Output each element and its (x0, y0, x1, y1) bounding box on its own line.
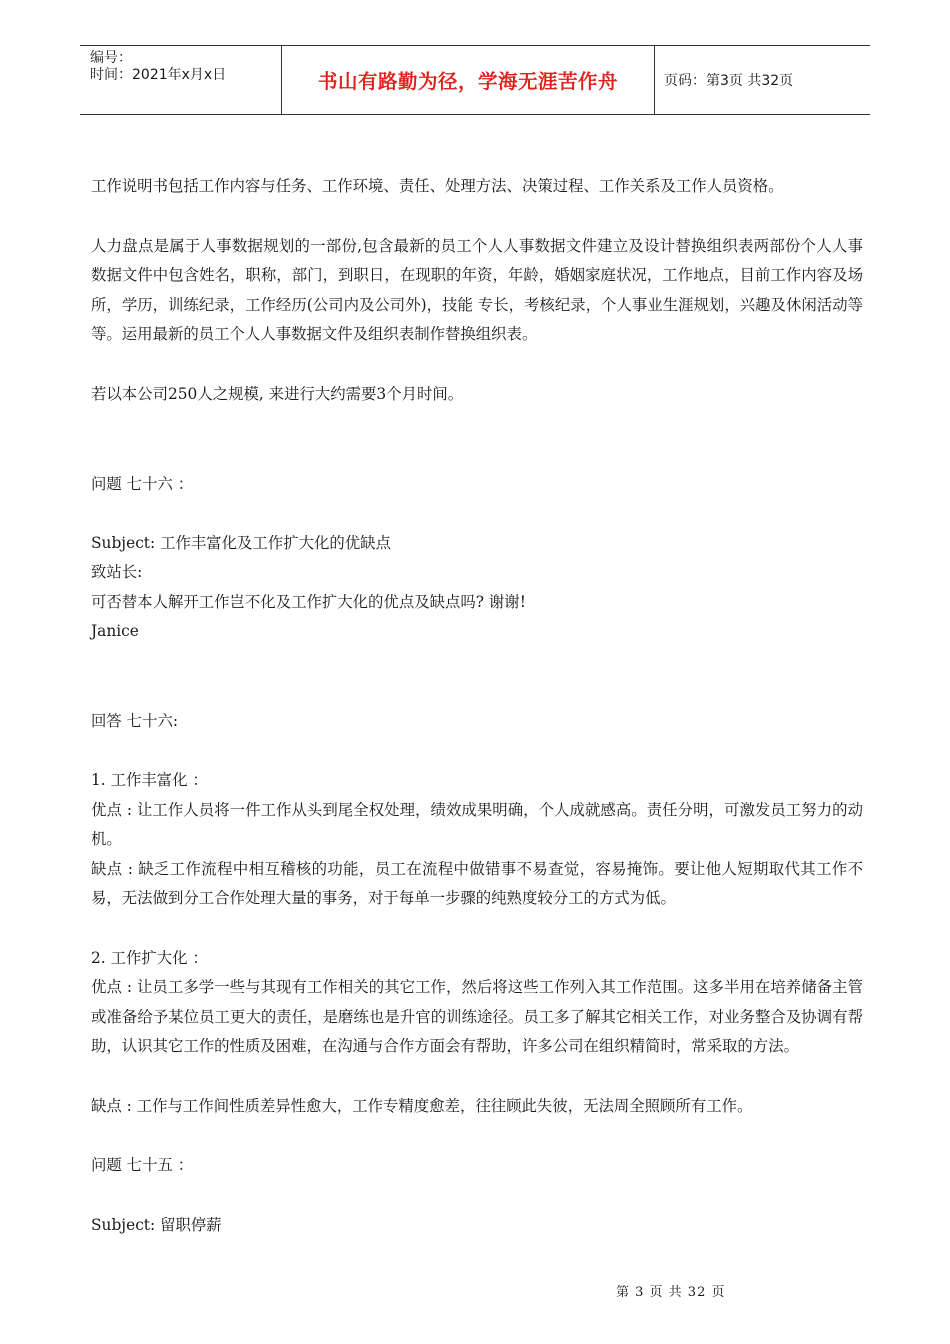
header-motto-cell (281, 46, 655, 114)
page-footer: 第 3 页 共 32 页 (616, 1285, 726, 1300)
question-75-title: 问题 七十五 ： (91, 1156, 194, 1174)
header-page-label: 页码：第3页 共32页 (664, 73, 794, 89)
paragraph-timeline: 若以本公司250人之规模, 来进行大约需要3个月时间。 (91, 384, 464, 403)
question-76-sender: Janice (91, 622, 139, 640)
answer-76-section-2-cons: 缺点 : 工作与工作间性质差异性愈大，工作专精度愈差，往往顾此失彼，无法周全照顾所有工作。 (91, 1096, 753, 1115)
question-76-text: 可否替本人解开工作岂不化及工作扩大化的优点及缺点吗? 谢谢! (91, 592, 526, 611)
answer-76-section-1-pros: 优点 : 让工作人员将一件工作从头到尾全权处理，绩效成果明确，个人成就感高。责任分明，可激发员工努力的动机。 (91, 800, 863, 848)
answer-76-section-2-title: 2. 工作扩大化 ： (91, 948, 208, 967)
question-76-subject: Subject: 工作丰富化及工作扩大化的优缺点 (91, 533, 391, 552)
answer-76-section-1-cons: 缺点 : 缺乏工作流程中相互稽核的功能，员工在流程中做错事不易查觉，容易掩饰。要让他人短期取代其工作不易，无法做到分工合作处理大量的事务，对于每单一步骤的纯熟度较分工的方式为低。 (91, 859, 863, 907)
question-76-title: 问题 七十六 ： (91, 475, 194, 493)
header-page-cell (655, 46, 870, 114)
answer-76-section-2-pros: 优点 : 让员工多学一些与其现有工作相关的其它工作，然后将这些工作列入其工作范围。这多半用在培养储备主管或准备给予某位员工更大的责任，是磨练也是升官的训练途径。员工多了解其它相关工作，对业务整合及协调有帮助，认识其它工作的性质及困难，在沟通与合作方面会有帮助，许多公司在组织精简时，常采取的方法。 (91, 978, 863, 1055)
document-body (91, 170, 871, 1240)
question-75-subject: Subject: 留职停薪 (91, 1215, 222, 1234)
answer-76-title: 回答 七十六: (91, 711, 179, 730)
page-header (80, 45, 870, 115)
question-76-greeting: 致站长: (91, 563, 143, 581)
paragraph-manpower-inventory: 人力盘点是属于人事数据规划的一部份,包含最新的员工个人人事数据文件建立及设计替换组织表两部份个人人事数据文件中包含姓名，职称，部门，到职日，在现职的年资，年龄，婚姻家庭状况，工作地点，目前工作内容及场所，学历，训练纪录，工作经历(公司内及公司外)，技能 专长，考核纪录，个人事业生涯规划，兴趣及休闲活动等等。运用最新的员工个人人事数据文件及组织表制作替换组织表。 (91, 236, 863, 343)
paragraph-job-description: 工作说明书包括工作内容与任务、工作环境、责任、处理方法、决策过程、工作关系及工作人员资格。 (91, 177, 784, 195)
header-motto: 书山有路勤为径，学海无涯苦作舟 (317, 70, 618, 93)
answer-76-section-1-title: 1. 工作丰富化 ： (91, 771, 208, 789)
header-meta (80, 46, 281, 114)
document-number-label: 编号： (90, 50, 132, 66)
document-time-label: 时间：2021年x月x日 (90, 67, 227, 83)
